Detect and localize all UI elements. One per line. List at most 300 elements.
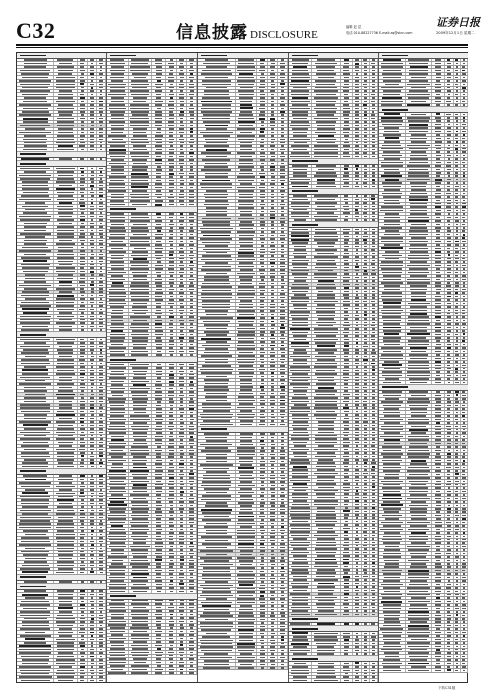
cell-text-block (190, 104, 193, 106)
table-cell (129, 251, 152, 253)
cell-text-block (189, 59, 194, 61)
cell-text-block (111, 132, 123, 134)
cell-text-block (170, 59, 173, 61)
cell-text-block (90, 489, 94, 491)
table-cell (17, 496, 54, 498)
cell-text-block (189, 401, 193, 403)
cell-text-block (80, 383, 85, 385)
cell-text-block (57, 121, 74, 123)
cell-text-block (280, 63, 285, 65)
table-cell (17, 305, 54, 307)
table-cell (17, 571, 54, 573)
cell-text-block (180, 241, 183, 243)
cell-text-block (238, 118, 254, 120)
cell-text-block (59, 445, 72, 447)
table-cell (166, 190, 177, 192)
table-cell (187, 384, 197, 386)
cell-text-block (190, 227, 193, 229)
table-cell (54, 604, 77, 606)
cell-text-block (190, 272, 194, 274)
table-cell (54, 489, 77, 491)
table-cell (198, 203, 236, 205)
cell-text-block (109, 658, 126, 660)
cell-text-block (155, 553, 163, 555)
cell-text-block (100, 309, 103, 311)
cell-text-block (133, 101, 146, 103)
cell-text-block (270, 273, 274, 275)
table-cell (268, 100, 278, 102)
table-row (17, 679, 106, 682)
cell-text-block (190, 419, 194, 421)
cell-text-block (190, 388, 194, 390)
cell-text-block (99, 377, 103, 379)
cell-text-block (280, 169, 285, 171)
table-cell (236, 293, 258, 295)
table-cell (177, 216, 187, 218)
cell-text-block (59, 240, 72, 242)
cell-text-block (169, 323, 173, 325)
table-cell (88, 212, 97, 214)
cell-text-block (270, 259, 275, 261)
table-cell (236, 262, 258, 264)
cell-text-block (57, 316, 74, 318)
table-cell (54, 655, 77, 657)
table-cell (236, 131, 258, 133)
table-cell (198, 114, 236, 116)
table-cell (129, 288, 152, 290)
table-cell (129, 644, 152, 646)
cell-text-block (169, 542, 174, 544)
cell-text-block (80, 288, 84, 290)
cell-text-block (189, 453, 194, 455)
cell-text-block (90, 425, 93, 427)
cell-text-block (271, 132, 274, 134)
cell-text-block (22, 663, 48, 665)
cell-text-block (80, 466, 84, 468)
table-cell (97, 73, 106, 75)
cell-text-block (19, 544, 51, 546)
table-cell (17, 581, 54, 583)
cell-text-block (59, 666, 73, 668)
table-cell (198, 93, 236, 95)
table-cell (268, 186, 278, 188)
table-cell (107, 528, 129, 530)
table-cell (257, 169, 268, 171)
cell-text-block (110, 415, 124, 417)
table-cell (129, 542, 152, 544)
table-cell (236, 248, 258, 250)
cell-text-block (156, 344, 162, 346)
cell-text-block (99, 670, 102, 672)
cell-text-block (238, 139, 254, 141)
cell-text-block (90, 84, 93, 86)
table-cell (17, 131, 54, 133)
table-cell (107, 446, 129, 448)
table-cell (107, 155, 129, 157)
cell-text-block (90, 601, 94, 603)
table-cell (78, 212, 89, 214)
cell-text-block (202, 300, 230, 302)
table-cell (177, 333, 187, 335)
cell-text-block (157, 648, 161, 650)
cell-text-block (179, 265, 184, 267)
table-cell (187, 480, 197, 482)
cell-text-block (99, 346, 104, 348)
table-cell (129, 630, 152, 632)
cell-text-block (180, 426, 183, 428)
cell-text-block (270, 152, 275, 154)
table-cell (88, 76, 97, 78)
table-cell (107, 244, 129, 246)
cell-text-block (100, 94, 102, 96)
cell-text-block (260, 255, 264, 257)
table-cell (152, 142, 166, 144)
table-cell (107, 230, 129, 232)
table-cell (107, 117, 129, 119)
table-cell (107, 380, 129, 382)
table-cell (88, 618, 97, 620)
table-cell (97, 631, 106, 633)
cell-text-block (180, 111, 184, 113)
cell-text-block (155, 163, 162, 165)
table-cell (54, 264, 77, 266)
cell-text-block (131, 587, 149, 589)
table-cell (177, 264, 187, 266)
cell-text-block (99, 288, 104, 290)
table-cell (129, 404, 152, 406)
cell-text-block (261, 200, 264, 202)
cell-text-block (56, 168, 75, 170)
cell-text-block (205, 59, 228, 61)
table-cell (198, 138, 236, 140)
table-cell (198, 190, 236, 192)
table-cell (88, 117, 97, 119)
table-cell (236, 135, 258, 137)
cell-text-block (59, 581, 72, 583)
cell-text-block (130, 70, 150, 72)
table-cell (54, 554, 77, 556)
cell-text-block (169, 570, 174, 572)
cell-text-block (58, 652, 73, 654)
cell-text-block (281, 128, 284, 130)
cell-text-block (156, 405, 161, 407)
cell-text-block (24, 254, 45, 256)
cell-text-block (180, 491, 184, 493)
cell-text-block (90, 243, 94, 245)
cell-text-block (99, 523, 104, 525)
cell-text-block (90, 486, 94, 488)
cell-text-block (57, 506, 73, 508)
cell-text-block (80, 185, 84, 187)
table-cell (177, 651, 187, 653)
table-cell (129, 668, 152, 670)
table-cell (78, 83, 89, 85)
table-cell (177, 62, 187, 64)
cell-text-block (240, 183, 251, 185)
cell-text-block (22, 513, 48, 515)
cell-text-block (91, 121, 94, 123)
cell-text-block (189, 320, 193, 322)
table-cell (166, 186, 177, 188)
table-cell (187, 449, 197, 451)
cell-text-block (281, 87, 284, 89)
cell-text-block (133, 224, 148, 226)
table-cell (107, 223, 129, 225)
table-cell (107, 422, 129, 424)
cell-text-block (156, 374, 162, 376)
table-cell (177, 432, 187, 434)
cell-text-block (240, 214, 252, 216)
cell-text-block (271, 156, 275, 158)
table-cell (17, 97, 54, 99)
table-cell (54, 564, 77, 566)
cell-text-block (59, 356, 72, 358)
table-cell (152, 655, 166, 657)
cell-text-block (25, 236, 45, 238)
cell-text-block (157, 80, 161, 82)
cell-text-block (131, 84, 149, 86)
table-cell (268, 269, 278, 271)
cell-text-block (156, 408, 162, 410)
cell-text-block (270, 145, 275, 147)
table-cell (278, 186, 288, 188)
cell-text-block (179, 634, 184, 636)
cell-text-block (110, 631, 125, 633)
cell-text-block (260, 156, 264, 158)
table-cell (107, 463, 129, 465)
table-cell (177, 583, 187, 585)
table-cell (107, 658, 129, 660)
table-cell (88, 452, 97, 454)
cell-text-block (180, 135, 184, 137)
table-cell (177, 613, 187, 615)
cell-text-block (59, 401, 73, 403)
cell-text-block (134, 439, 147, 441)
cell-text-block (156, 641, 161, 643)
cell-text-block (21, 195, 49, 197)
cell-text-block (132, 429, 148, 431)
table-cell (236, 159, 258, 161)
cell-text-block (90, 132, 94, 134)
cell-text-block (179, 258, 184, 260)
cell-text-block (180, 443, 183, 445)
table-cell (88, 329, 97, 331)
cell-text-block (99, 261, 102, 263)
cell-text-block (156, 638, 161, 640)
table-cell (152, 473, 166, 475)
table-cell (17, 267, 54, 269)
cell-text-block (169, 381, 175, 383)
cell-text-block (80, 271, 86, 273)
cell-text-block (132, 474, 148, 476)
cell-text-block (189, 330, 194, 332)
table-cell (97, 376, 106, 378)
cell-text-block (180, 230, 183, 232)
cell-text-block (80, 352, 85, 354)
cell-text-block (281, 231, 285, 233)
table-cell (88, 547, 97, 549)
table-cell (17, 662, 54, 664)
cell-text-block (169, 347, 173, 349)
table-cell (88, 544, 97, 546)
table-cell (278, 217, 288, 219)
table-cell (236, 172, 258, 174)
table-cell (107, 590, 129, 592)
table-cell (88, 448, 97, 450)
table-cell (78, 373, 89, 375)
table-cell (107, 347, 129, 349)
table-cell (166, 124, 177, 126)
table-cell (187, 261, 197, 263)
cell-text-block (99, 101, 103, 103)
cell-text-block (90, 149, 94, 151)
table-cell (78, 404, 89, 406)
table-cell (17, 212, 54, 214)
cell-text-block (109, 652, 125, 654)
table-cell (107, 545, 129, 547)
table-cell (236, 310, 258, 312)
table-cell (166, 131, 177, 133)
cell-text-block (19, 676, 52, 678)
cell-text-block (20, 432, 50, 434)
table-cell (78, 551, 89, 553)
table-cell (88, 478, 97, 480)
table-cell (17, 376, 54, 378)
cell-text-block (57, 233, 74, 235)
table-cell (129, 374, 152, 376)
cell-text-block (179, 542, 184, 544)
cell-text-block (80, 264, 84, 266)
cell-text-block (91, 181, 94, 183)
cell-text-block (205, 245, 229, 247)
table-cell (54, 537, 77, 539)
table-cell (97, 523, 106, 525)
table-cell (107, 271, 129, 273)
cell-text-block (190, 234, 194, 236)
table-cell (268, 117, 278, 119)
table-cell (107, 539, 129, 541)
heading-text-block (20, 153, 46, 155)
table-cell (177, 220, 187, 222)
cell-text-block (190, 631, 194, 633)
table-cell (54, 452, 77, 454)
table-cell (78, 145, 89, 147)
cell-text-block (260, 94, 265, 96)
cell-text-block (239, 204, 253, 206)
cell-text-block (91, 475, 94, 477)
cell-text-block (180, 275, 183, 277)
cell-text-block (59, 482, 73, 484)
table-cell (17, 308, 54, 310)
table-cell (166, 323, 177, 325)
cell-text-block (180, 553, 183, 555)
table-cell (54, 362, 77, 364)
cell-text-block (170, 334, 173, 336)
cell-text-block (133, 658, 147, 660)
cell-text-block (168, 80, 174, 82)
table-cell (97, 93, 106, 95)
table-cell (177, 114, 187, 116)
cell-text-block (170, 432, 173, 434)
cell-text-block (24, 66, 46, 68)
cell-text-block (190, 296, 193, 298)
table-cell (78, 410, 89, 412)
table-cell (107, 264, 129, 266)
table-cell (54, 475, 77, 477)
cell-text-block (189, 108, 193, 110)
cell-text-block (109, 104, 125, 106)
table-cell (107, 316, 129, 318)
cell-text-block (169, 166, 174, 168)
table-cell (177, 470, 187, 472)
table-cell (129, 552, 152, 554)
table-cell (152, 347, 166, 349)
cell-text-block (99, 121, 103, 123)
table-cell (187, 648, 197, 650)
cell-text-block (24, 449, 46, 451)
cell-text-block (133, 405, 147, 407)
cell-text-block (23, 121, 48, 123)
table-cell (78, 124, 89, 126)
cell-text-block (156, 310, 161, 312)
table-cell (187, 508, 197, 510)
cell-text-block (189, 518, 193, 520)
table-cell (257, 135, 268, 137)
table-cell (177, 370, 187, 372)
cell-text-block (58, 132, 73, 134)
table-cell (187, 193, 197, 195)
table-cell (166, 343, 177, 345)
table-cell (177, 532, 187, 534)
table-cell (198, 303, 236, 305)
table-cell (129, 340, 152, 342)
cell-text-block (156, 87, 160, 89)
table-cell (177, 542, 187, 544)
table-cell (54, 428, 77, 430)
table-cell (97, 666, 106, 668)
table-cell (17, 547, 54, 549)
table-cell (17, 369, 54, 371)
table-cell (152, 566, 166, 568)
cell-text-block (261, 125, 264, 127)
table-cell (177, 319, 187, 321)
table-cell (88, 188, 97, 190)
cell-text-block (91, 125, 94, 127)
cell-text-block (57, 349, 73, 351)
table-cell (17, 462, 54, 464)
cell-text-block (170, 546, 173, 548)
table-cell (187, 145, 197, 147)
cell-text-block (100, 544, 102, 546)
table-cell (198, 200, 236, 202)
cell-text-block (260, 111, 265, 113)
table-cell (257, 117, 268, 119)
table-cell (187, 350, 197, 352)
table-cell (187, 641, 197, 643)
table-cell (166, 580, 177, 582)
cell-text-block (80, 356, 84, 358)
table-cell (236, 241, 258, 243)
cell-text-block (56, 366, 74, 368)
cell-text-block (80, 659, 85, 661)
cell-text-block (100, 149, 103, 151)
cell-text-block (240, 283, 252, 285)
table-cell (278, 93, 288, 95)
table-cell (166, 439, 177, 441)
heading-text-block (110, 359, 136, 361)
table-cell (278, 135, 288, 137)
table-cell (268, 169, 278, 171)
